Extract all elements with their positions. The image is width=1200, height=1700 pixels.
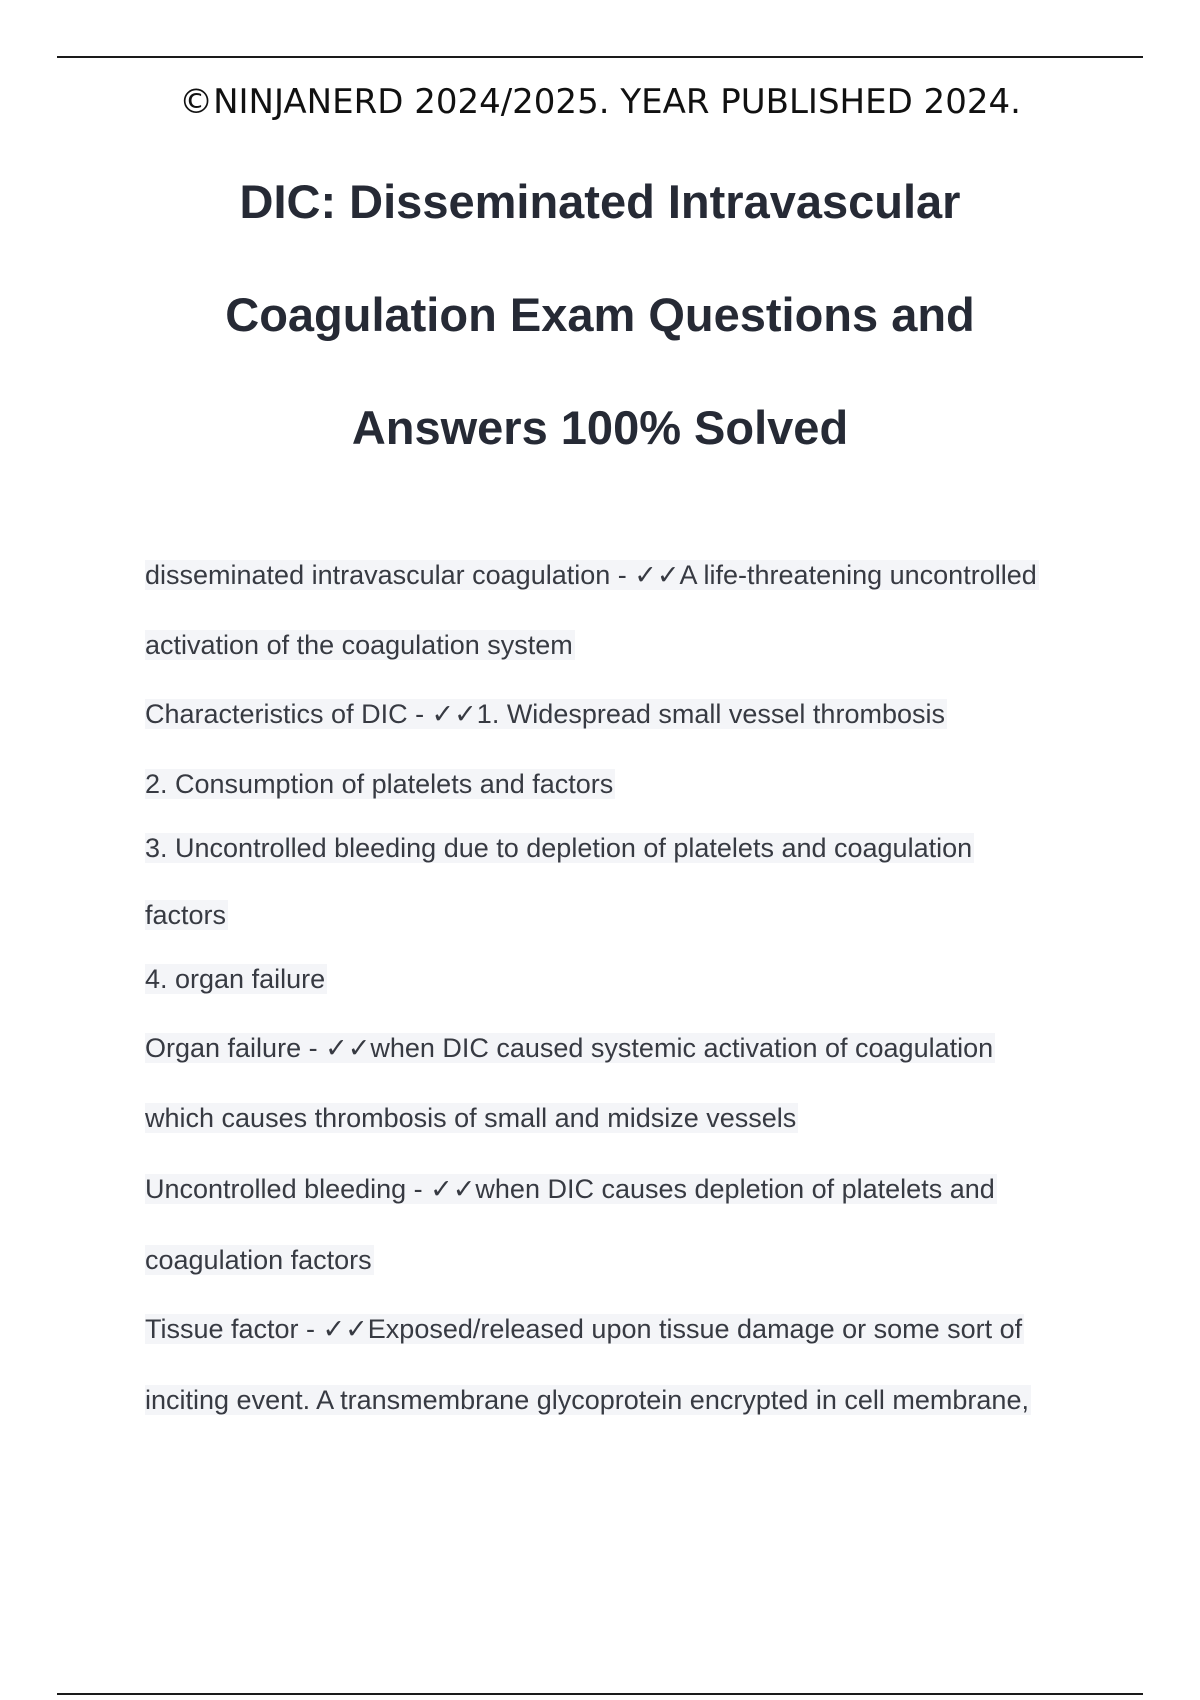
title-line-1: DIC: Disseminated Intravascular xyxy=(239,175,961,228)
top-divider xyxy=(57,56,1143,58)
body-text: Uncontrolled bleeding - ✓✓when DIC causes depletion of platelets and xyxy=(145,1174,995,1204)
body-line-11 xyxy=(145,1240,374,1280)
body-text: which causes thrombosis of small and midsize vessels xyxy=(145,1103,797,1133)
body-text: Organ failure - ✓✓when DIC caused systemic activation of coagulation xyxy=(145,1033,994,1063)
body-text: Tissue factor - ✓✓Exposed/released upon tissue damage or some sort of xyxy=(145,1314,1023,1344)
body-line-2 xyxy=(145,625,575,665)
body-text: 4. organ failure xyxy=(145,964,326,994)
body-text: inciting event. A transmembrane glycoprotein encrypted in cell membrane, xyxy=(145,1385,1029,1415)
body-line-8 xyxy=(145,1028,995,1068)
body-line-7 xyxy=(145,959,327,999)
body-line-6 xyxy=(145,895,228,935)
body-line-12 xyxy=(145,1309,1024,1349)
body-line-1 xyxy=(145,555,1039,595)
body-text: factors xyxy=(145,900,227,930)
body-text: 2. Consumption of platelets and factors xyxy=(145,769,614,799)
body-text: disseminated intravascular coagulation - ✓✓A life-threatening uncontrolled xyxy=(145,560,1037,590)
document-title xyxy=(80,145,1120,484)
body-text: Characteristics of DIC - ✓✓1. Widespread small vessel thrombosis xyxy=(145,699,945,729)
title-line-3: Answers 100% Solved xyxy=(351,401,849,454)
title-line-2: Coagulation Exam Questions and xyxy=(225,288,975,341)
body-text: coagulation factors xyxy=(145,1245,372,1275)
body-text: activation of the coagulation system xyxy=(145,630,573,660)
body-line-5 xyxy=(145,828,974,868)
body-line-4 xyxy=(145,764,615,804)
bottom-divider xyxy=(57,1693,1143,1695)
copyright-header: ©NINJANERD 2024/2025. YEAR PUBLISHED 2024. xyxy=(179,82,1021,122)
body-line-13 xyxy=(145,1380,1031,1420)
body-text: 3. Uncontrolled bleeding due to depletion of platelets and coagulation xyxy=(145,833,973,863)
body-line-10 xyxy=(145,1169,997,1209)
body-line-3 xyxy=(145,694,947,734)
body-line-9 xyxy=(145,1098,798,1138)
